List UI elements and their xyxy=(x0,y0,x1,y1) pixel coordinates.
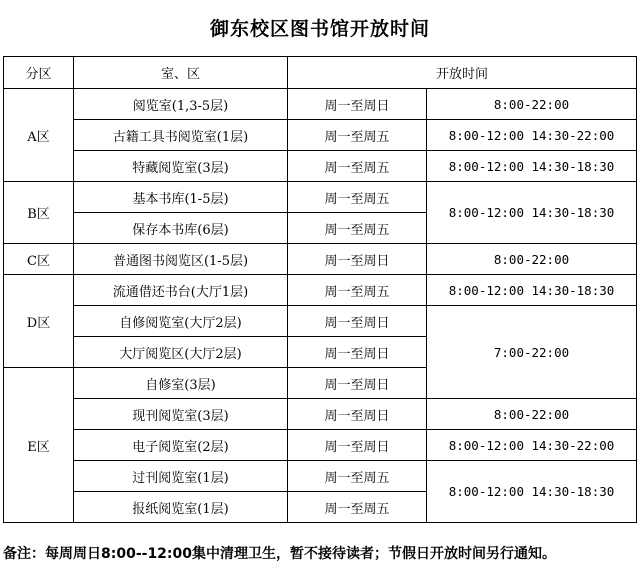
area-cell: C区 xyxy=(4,244,74,275)
room-cell: 普通图书阅览区(1-5层) xyxy=(74,244,288,275)
room-cell: 流通借还书台(大厅1层) xyxy=(74,275,288,306)
time-cell: 7:00-22:00 xyxy=(427,306,637,399)
room-cell: 自修阅览室(大厅2层) xyxy=(74,306,288,337)
header-area: 分区 xyxy=(4,57,74,89)
header-room: 室、区 xyxy=(74,57,288,89)
area-cell: A区 xyxy=(4,89,74,182)
room-cell: 特藏阅览室(3层) xyxy=(74,151,288,182)
time-cell: 8:00-22:00 xyxy=(427,399,637,430)
time-cell: 8:00-12:00 14:30-22:00 xyxy=(427,430,637,461)
page-title: 御东校区图书馆开放时间 xyxy=(209,18,430,40)
room-cell: 基本书库(1-5层) xyxy=(74,182,288,213)
days-cell: 周一至周日 xyxy=(288,430,427,461)
table-row xyxy=(4,306,637,337)
table-row xyxy=(4,430,637,461)
room-cell: 电子阅览室(2层) xyxy=(74,430,288,461)
room-cell: 现刊阅览室(3层) xyxy=(74,399,288,430)
header-hours: 开放时间 xyxy=(288,57,637,89)
area-cell: D区 xyxy=(4,275,74,368)
days-cell: 周一至周日 xyxy=(288,306,427,337)
time-cell: 8:00-22:00 xyxy=(427,244,637,275)
days-cell: 周一至周日 xyxy=(288,244,427,275)
time-cell: 8:00-12:00 14:30-18:30 xyxy=(427,182,637,244)
room-cell: 报纸阅览室(1层) xyxy=(74,492,288,523)
room-cell: 自修室(3层) xyxy=(74,368,288,399)
days-cell: 周一至周五 xyxy=(288,151,427,182)
days-cell: 周一至周五 xyxy=(288,461,427,492)
days-cell: 周一至周五 xyxy=(288,182,427,213)
table-row xyxy=(4,461,637,492)
room-cell: 古籍工具书阅览室(1层) xyxy=(74,120,288,151)
footnote: 备注：每周周日8:00--12:00集中清理卫生，暂不接待读者；节假日开放时间另行通知。 xyxy=(3,546,557,562)
days-cell: 周一至周日 xyxy=(288,368,427,399)
table-row xyxy=(4,182,637,213)
days-cell: 周一至周五 xyxy=(288,120,427,151)
time-cell: 8:00-12:00 14:30-22:00 xyxy=(427,120,637,151)
time-cell: 8:00-12:00 14:30-18:30 xyxy=(427,151,637,182)
days-cell: 周一至周日 xyxy=(288,89,427,120)
room-cell: 大厅阅览区(大厅2层) xyxy=(74,337,288,368)
time-cell: 8:00-12:00 14:30-18:30 xyxy=(427,461,637,523)
table-row xyxy=(4,89,637,120)
table-row xyxy=(4,244,637,275)
days-cell: 周一至周日 xyxy=(288,399,427,430)
area-cell: B区 xyxy=(4,182,74,244)
table-row xyxy=(4,275,637,306)
table-row xyxy=(4,399,637,430)
table-row xyxy=(4,120,637,151)
table-row xyxy=(4,151,637,182)
days-cell: 周一至周五 xyxy=(288,492,427,523)
days-cell: 周一至周日 xyxy=(288,337,427,368)
room-cell: 阅览室(1,3-5层) xyxy=(74,89,288,120)
schedule-table xyxy=(3,56,637,523)
area-cell: E区 xyxy=(4,368,74,523)
time-cell: 8:00-12:00 14:30-18:30 xyxy=(427,275,637,306)
time-cell: 8:00-22:00 xyxy=(427,89,637,120)
days-cell: 周一至周五 xyxy=(288,213,427,244)
room-cell: 保存本书库(6层) xyxy=(74,213,288,244)
days-cell: 周一至周五 xyxy=(288,275,427,306)
room-cell: 过刊阅览室(1层) xyxy=(74,461,288,492)
table-header-row xyxy=(4,57,637,89)
